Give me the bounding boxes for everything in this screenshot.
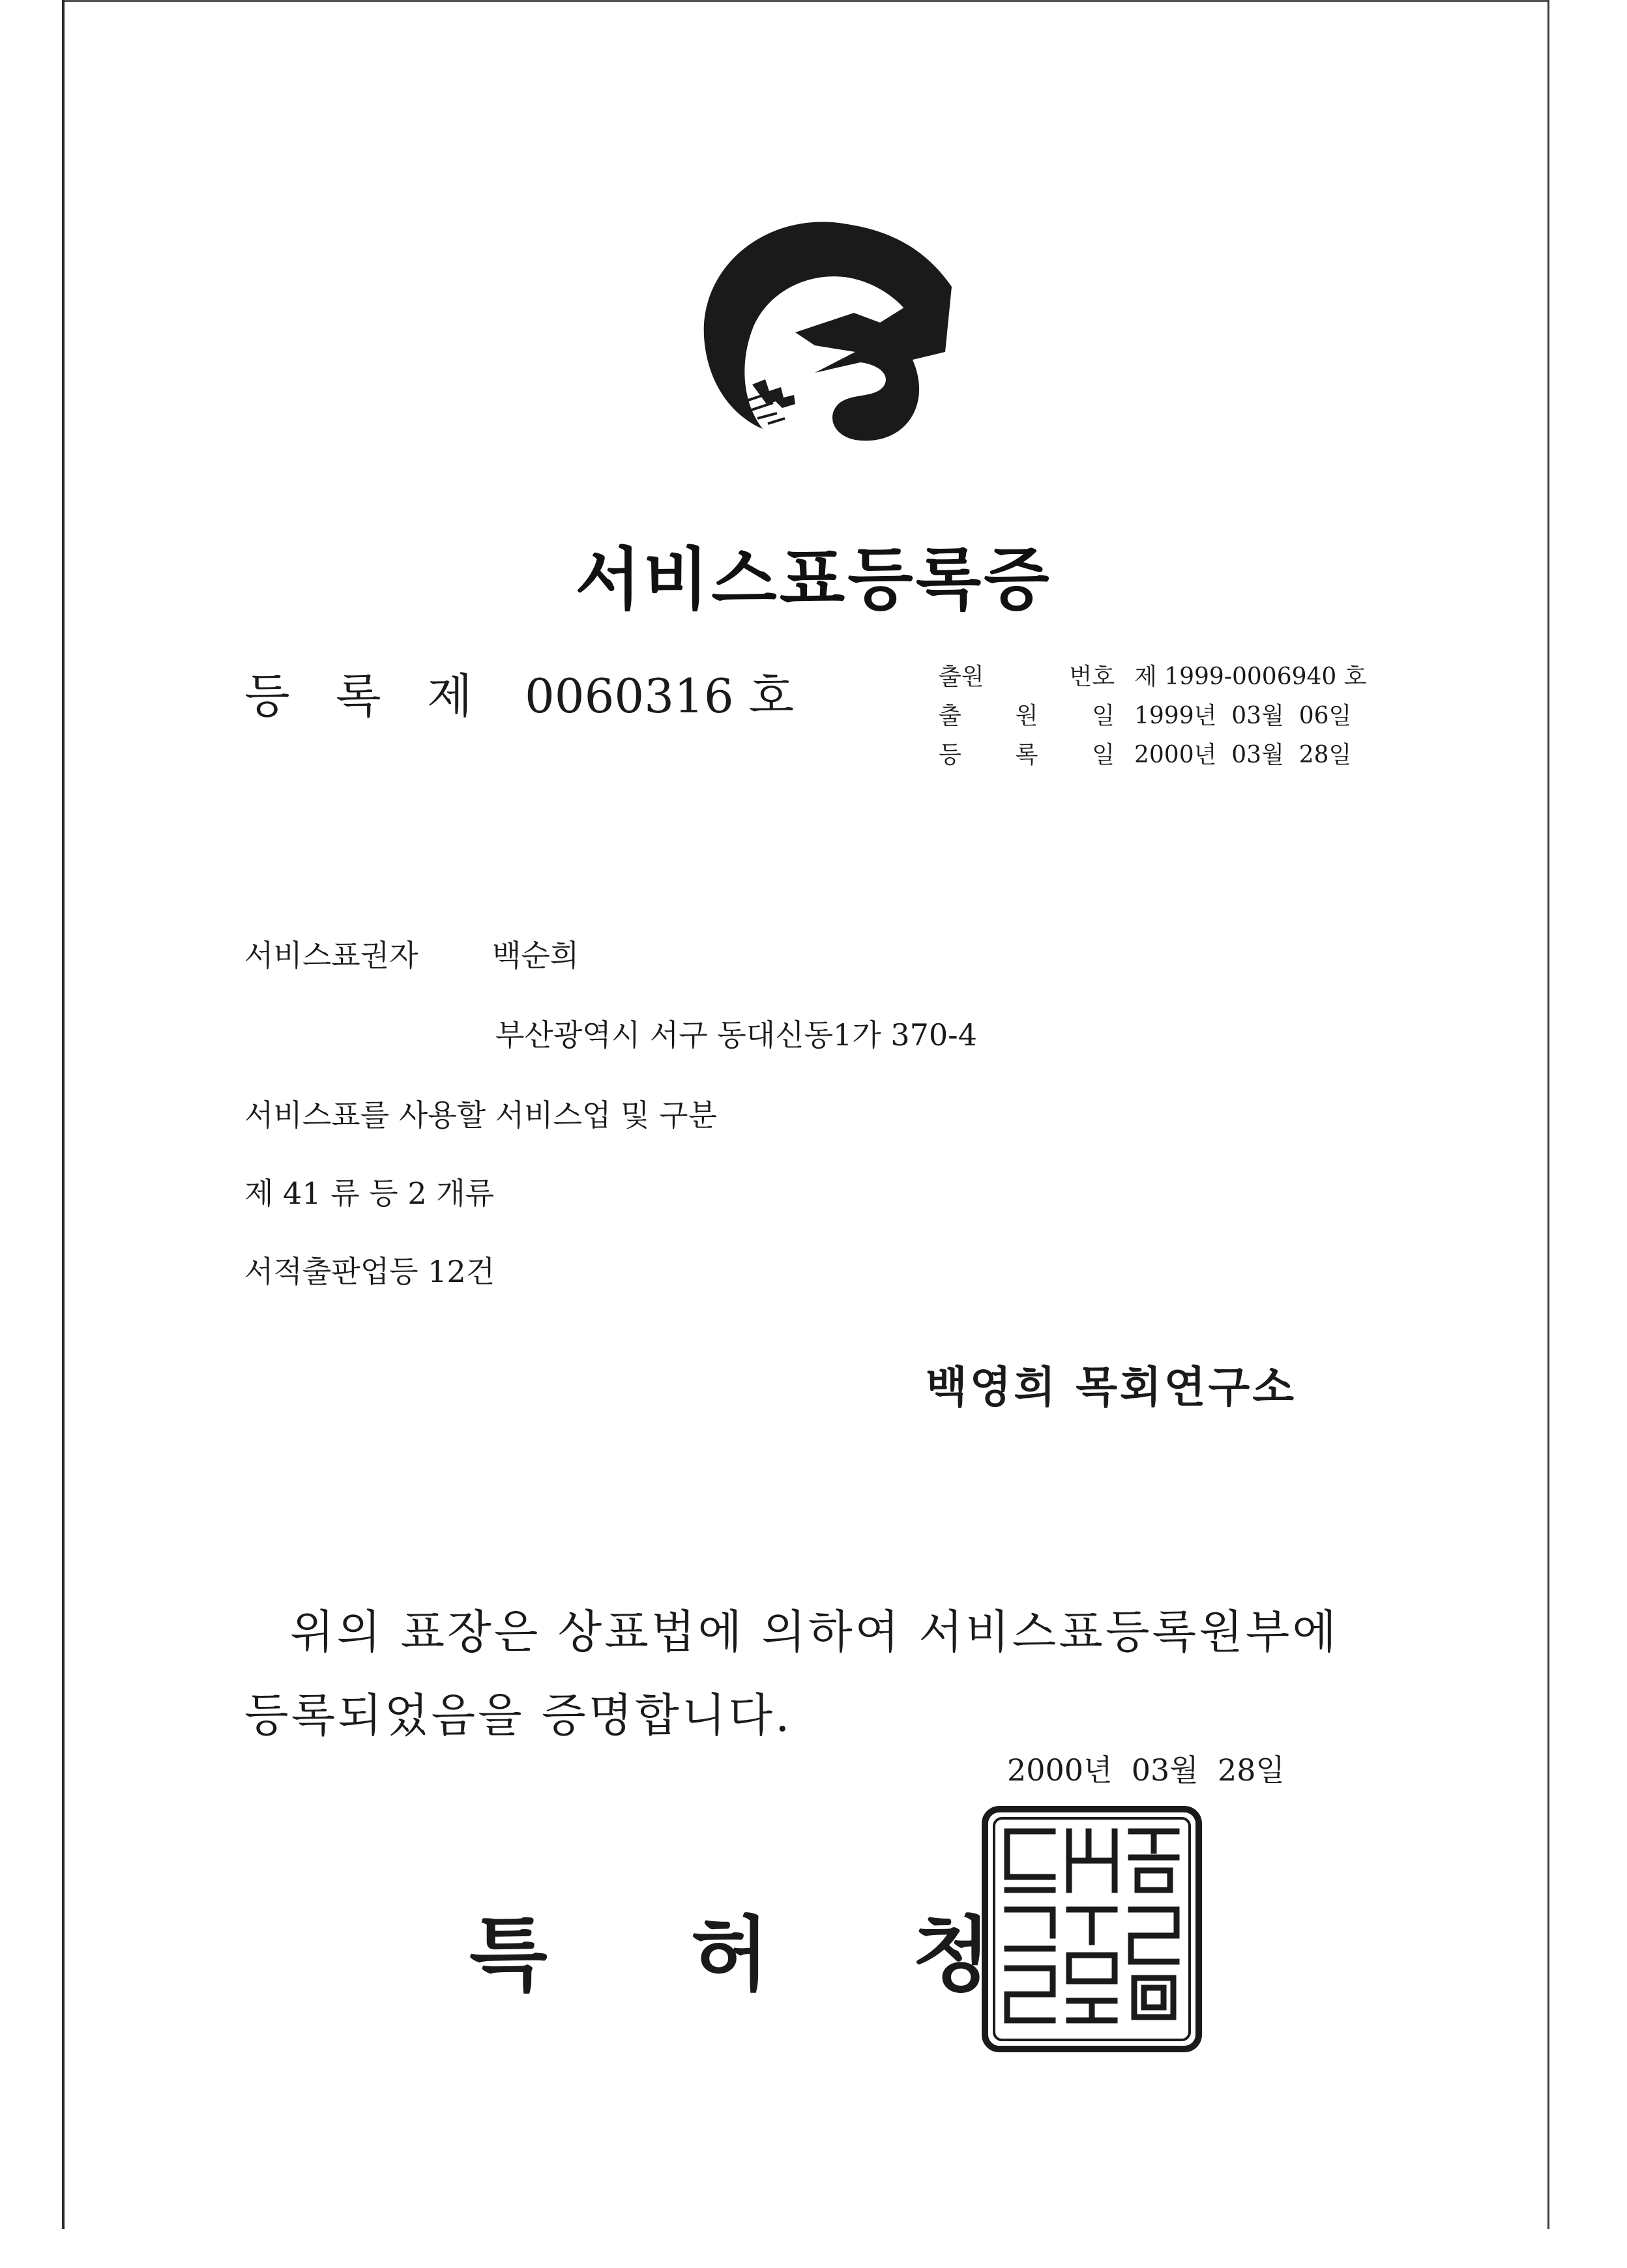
application-date-row: [939, 697, 1367, 736]
meta-label: 출 원 일: [939, 703, 1115, 729]
certification-line-1: 위의 표장은 상표법에 의하여 서비스표등록원부에: [290, 1605, 1340, 1659]
registration-date-row: [939, 736, 1367, 776]
page-border-left: [62, 0, 65, 2229]
goods-line: 서적출판업등 12건: [244, 1254, 495, 1289]
rights-holder-name: 백순희: [492, 938, 579, 973]
class-line: 제 41 류 등 2 개류: [244, 1176, 495, 1211]
official-seal-icon: [981, 1805, 1203, 2053]
holder-address: 부산광역시 서구 동대신동1가 370-4: [495, 1017, 977, 1053]
document-title: 서비스표등록증: [575, 540, 1052, 619]
organization-name: 백영희 목회연구소: [926, 1361, 1297, 1412]
application-number-row: [939, 658, 1367, 697]
meta-value: 제 1999-0006940 호: [1134, 663, 1367, 690]
issue-date: 2000년 03월 28일: [1007, 1752, 1285, 1788]
registration-number: [244, 658, 794, 726]
rights-holder-label: 서비스표권자: [244, 938, 418, 973]
meta-label: 출원 번호: [939, 663, 1115, 690]
page-border-top: [62, 0, 1549, 2]
certification-line-2: 등록되었음을 증명합니다.: [244, 1689, 793, 1742]
patent-office-emblem-icon: [684, 209, 971, 456]
registration-label: 등 록 제: [244, 669, 473, 723]
issuer-name: 특 허 청: [469, 1908, 991, 2002]
meta-value: 1999년 03월 06일: [1134, 703, 1352, 729]
registration-details: [939, 658, 1367, 776]
meta-value: 2000년 03월 28일: [1134, 742, 1352, 768]
rights-holder: [244, 932, 579, 975]
page-border-right: [1547, 0, 1549, 2229]
meta-label: 등 록 일: [939, 742, 1115, 768]
registration-value: 0060316 호: [525, 669, 795, 723]
certification-statement: [244, 1590, 1444, 1757]
service-heading: 서비스표를 사용할 서비스업 및 구분: [244, 1098, 718, 1133]
